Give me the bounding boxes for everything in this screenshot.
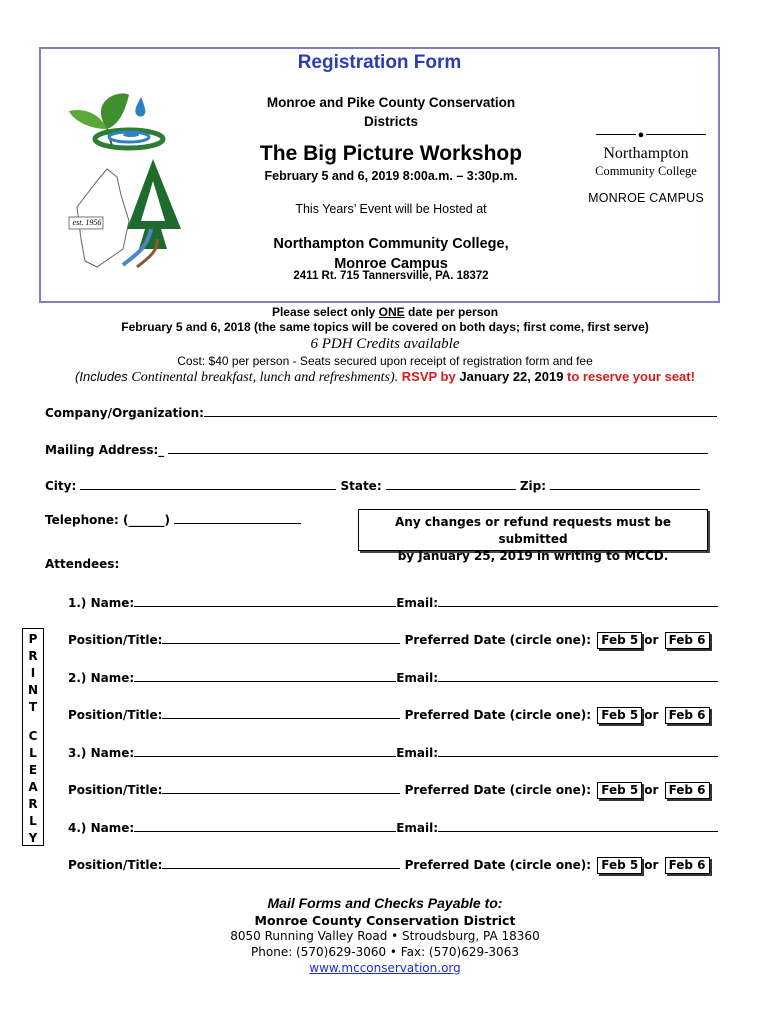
print-clearly-gap [23, 716, 43, 728]
date-option-feb6[interactable]: Feb 6 [665, 857, 710, 874]
date-option-feb5[interactable]: Feb 5 [597, 632, 642, 649]
name-line[interactable] [134, 669, 396, 682]
ncc-torch-icon: ● [637, 129, 645, 141]
email-label: Email: [396, 746, 439, 760]
email-line[interactable] [438, 744, 718, 757]
print-clearly-letter: P [28, 632, 38, 646]
mail-phone: Phone: (570)629-3060 • Fax: (570)629-3063 [251, 945, 519, 959]
est-label: est. 1956 [72, 218, 102, 227]
state-line[interactable] [386, 477, 516, 490]
mailing-label: Mailing Address: [45, 443, 159, 457]
org-name [241, 93, 541, 131]
zip-label: Zip: [519, 479, 547, 493]
website-link[interactable]: www.mcconservation.org [309, 961, 461, 975]
attendee-position-row [68, 706, 712, 724]
email-label: Email: [396, 671, 439, 685]
mail-org: Monroe County Conservation District [254, 913, 516, 928]
position-line[interactable] [162, 856, 400, 869]
venue-line2: Monroe Campus [334, 256, 448, 272]
telephone-label: Telephone: [45, 513, 119, 527]
notice-line1: Any changes or refund requests must be submitted [394, 515, 671, 546]
name-label: Name: [90, 596, 135, 610]
rsvp-date: January 22, 2019 [459, 369, 564, 384]
venue [221, 234, 561, 274]
cost-note: Cost: $40 per person - Seats secured upon receipt of registration form and fee [177, 354, 593, 368]
attendee-name-row [68, 594, 718, 610]
ncc-logo-mark [586, 129, 706, 141]
name-line[interactable] [134, 744, 396, 757]
attendee-position-row [68, 781, 712, 799]
print-clearly-letter: N [27, 683, 39, 697]
rsvp-by: RSVP by [398, 369, 460, 384]
preferred-date-label: Preferred Date (circle one): [404, 708, 592, 722]
pdh-credits: 6 PDH Credits available [310, 336, 460, 352]
ncc-name-line1: Northampton [603, 145, 689, 162]
select-one-note [0, 305, 770, 319]
includes-pre: (Includes [75, 369, 132, 384]
preferred-date-label: Preferred Date (circle one): [404, 633, 592, 647]
email-line[interactable] [438, 594, 718, 607]
attendee-name-row [68, 819, 718, 835]
print-clearly-letter: T [28, 700, 38, 714]
print-clearly-letter: L [29, 814, 37, 828]
attendee-number: 3.) [68, 746, 87, 760]
both-days-note: February 5 and 6, 2018 (the same topics will be covered on both days; first come, first serve) [121, 320, 649, 334]
telephone-field[interactable] [45, 511, 301, 527]
includes-text: Continental breakfast, lunch and refreshments). [131, 370, 399, 385]
attendee-number: 2.) [68, 671, 87, 685]
ncc-name-line2: Community College [595, 164, 697, 178]
hosted-at-label: This Years’ Event will be Hosted at [295, 202, 487, 216]
city-label: City: [45, 479, 77, 493]
position-label: Position/Title: [68, 708, 163, 722]
mailing-prefix: _ [158, 443, 165, 457]
mail-to-title: Mail Forms and Checks Payable to: [267, 895, 503, 911]
date-option-feb5[interactable]: Feb 5 [597, 857, 642, 874]
header-box [39, 47, 720, 303]
select-one-pre: Please select only [271, 305, 379, 319]
print-clearly-letter: A [28, 780, 38, 794]
venue-address: 2411 Rt. 715 Tannersville, PA. 18372 [293, 270, 489, 282]
print-clearly-letter: Y [28, 831, 38, 845]
select-one-emph: ONE [378, 305, 405, 319]
attendee-position-row [68, 631, 712, 649]
includes-rsvp-line [0, 369, 770, 386]
attendee-number: 1.) [68, 596, 87, 610]
org-name-line1: Monroe and Pike County Conservation [266, 95, 516, 110]
preferred-date-label: Preferred Date (circle one): [404, 858, 592, 872]
name-label: Name: [90, 821, 135, 835]
ncc-campus: MONROE CAMPUS [588, 191, 704, 205]
or-label: or [644, 633, 659, 647]
attendees-label: Attendees: [45, 557, 120, 571]
position-label: Position/Title: [68, 633, 163, 647]
telephone-area[interactable]: (______) [123, 513, 170, 527]
date-option-feb6[interactable]: Feb 6 [665, 782, 710, 799]
print-clearly-letter: E [28, 763, 38, 777]
name-label: Name: [90, 671, 135, 685]
print-clearly-letter: L [29, 746, 37, 760]
attendee-name-row [68, 669, 718, 685]
workshop-dates: February 5 and 6, 2019 8:00a.m. – 3:30p.m. [264, 169, 518, 183]
position-label: Position/Title: [68, 858, 163, 872]
org-name-line2: Districts [363, 114, 419, 129]
position-label: Position/Title: [68, 783, 163, 797]
print-clearly-letter: I [30, 666, 36, 680]
venue-line1: Northampton Community College, [273, 236, 509, 252]
print-clearly-letter: C [28, 729, 38, 743]
mailing-field[interactable] [45, 441, 708, 457]
position-line[interactable] [162, 631, 400, 644]
conservation-district-logo [67, 89, 197, 269]
preferred-date-label: Preferred Date (circle one): [404, 783, 592, 797]
or-label: or [644, 708, 659, 722]
print-clearly-letter: R [28, 649, 38, 663]
select-one-post: date per person [404, 305, 499, 319]
or-label: or [644, 783, 659, 797]
date-option-feb5[interactable]: Feb 5 [597, 707, 642, 724]
company-label: Company/Organization: [45, 406, 204, 420]
telephone-line[interactable] [174, 511, 301, 524]
company-line[interactable] [204, 404, 717, 417]
position-line[interactable] [162, 706, 400, 719]
date-option-feb6[interactable]: Feb 6 [665, 707, 710, 724]
date-option-feb6[interactable]: Feb 6 [665, 632, 710, 649]
date-option-feb5[interactable]: Feb 5 [597, 782, 642, 799]
email-line[interactable] [438, 669, 718, 682]
company-field[interactable] [45, 404, 717, 420]
email-line[interactable] [438, 819, 718, 832]
name-line[interactable] [134, 594, 396, 607]
zip-line[interactable] [550, 477, 700, 490]
workshop-title: The Big Picture Workshop [259, 142, 523, 165]
notice-line2: by January 25, 2019 in writing to MCCD. [397, 549, 669, 563]
rsvp-post: to reserve your seat! [563, 369, 695, 384]
print-clearly-box [22, 628, 44, 846]
position-line[interactable] [162, 781, 400, 794]
or-label: or [644, 858, 659, 872]
name-label: Name: [90, 746, 135, 760]
ncc-logo [586, 129, 706, 205]
attendee-position-row [68, 856, 712, 874]
email-label: Email: [396, 596, 439, 610]
mailing-line[interactable] [168, 441, 708, 454]
state-label: State: [340, 479, 382, 493]
city-state-zip-row [45, 477, 700, 493]
city-line[interactable] [80, 477, 336, 490]
form-title: Registration Form [297, 52, 462, 73]
name-line[interactable] [134, 819, 396, 832]
refund-notice-box [358, 509, 708, 563]
mail-address: 8050 Running Valley Road • Stroudsburg, PA 18360 [230, 929, 540, 943]
attendee-number: 4.) [68, 821, 87, 835]
print-clearly-letter: R [28, 797, 38, 811]
attendee-name-row [68, 744, 718, 760]
email-label: Email: [396, 821, 439, 835]
